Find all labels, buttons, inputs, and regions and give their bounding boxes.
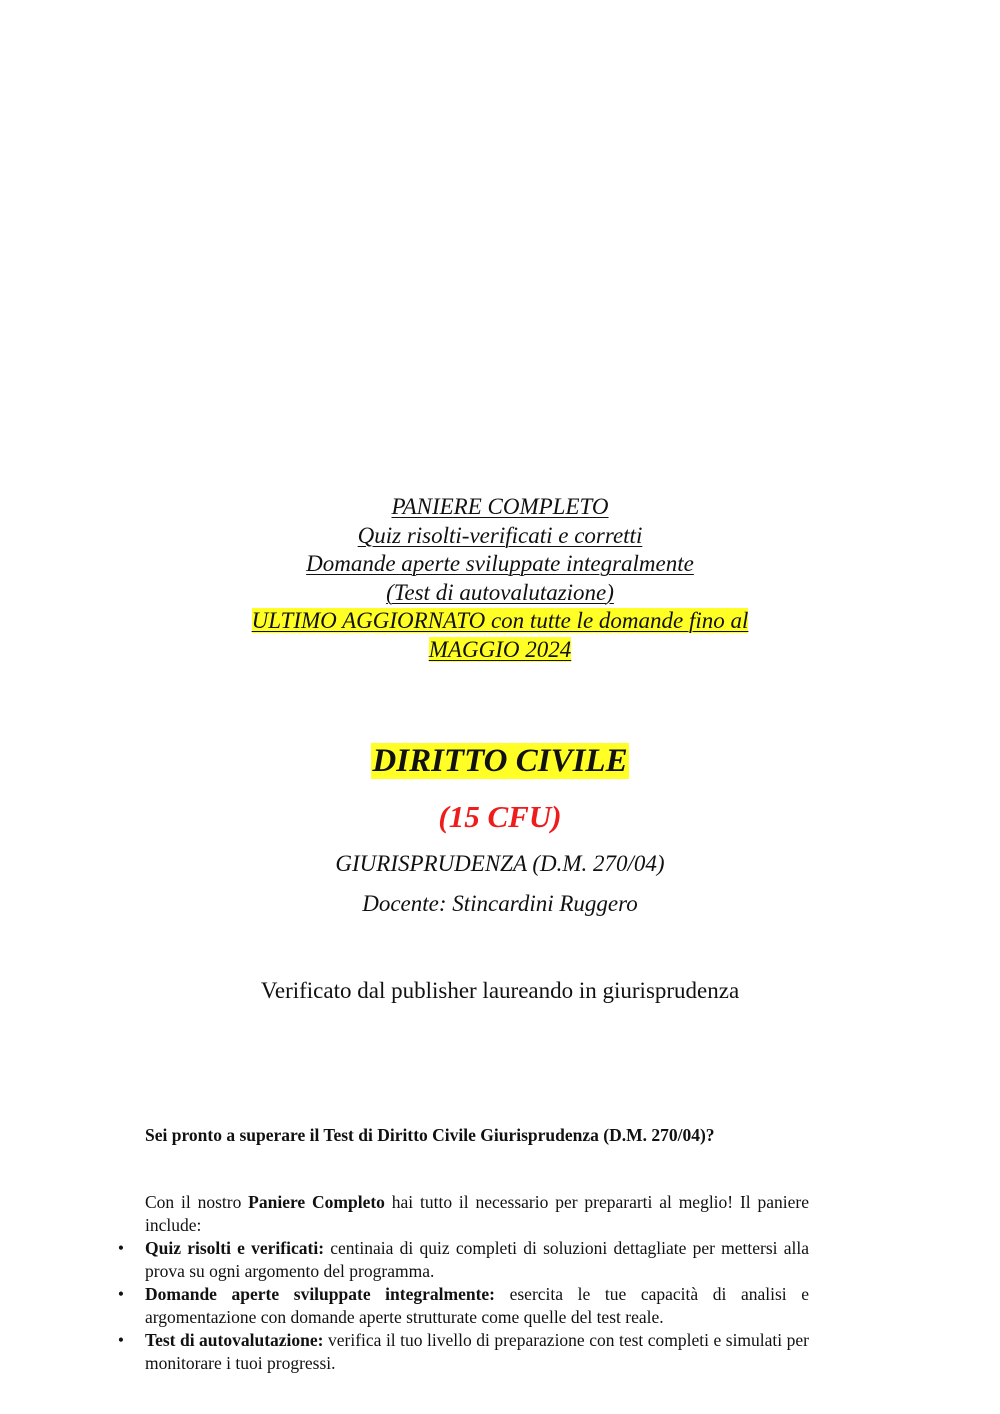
- header-line-4: (Test di autovalutazione): [386, 579, 614, 605]
- bullet-icon: •: [117, 1330, 125, 1350]
- intro-question: Sei pronto a superare il Test di Diritto Civile Giurisprudenza (D.M. 270/04)?: [145, 1125, 715, 1145]
- feature-list: [117, 1237, 810, 1375]
- intro-text-end: hai tutto il necessario per prepararti al meglio! Il paniere include:: [145, 1192, 809, 1235]
- highlighted-update-date: MAGGIO 2024: [428, 636, 572, 662]
- feature-title: Domande aperte sviluppate integralmente:: [145, 1284, 495, 1304]
- course-title: [0, 740, 1000, 782]
- verified-note: Verificato dal publisher laureando in giurisprudenza: [260, 978, 740, 1003]
- feature-item: [117, 1237, 810, 1283]
- feature-title: Quiz risolti e verificati:: [145, 1238, 325, 1258]
- course-credits: (15 CFU): [438, 799, 562, 834]
- feature-title: Test di autovalutazione:: [145, 1330, 324, 1350]
- teacher-name: Docente: Stincardini Ruggero: [362, 891, 638, 916]
- header-line-5: [0, 607, 1000, 636]
- intro-text-start: Con il nostro: [145, 1192, 249, 1212]
- feature-text: verifica il tuo livello di preparazione con test completi e simulati per monitorare i tuoi progressi.: [145, 1330, 809, 1373]
- feature-item: [117, 1329, 809, 1375]
- feature-text: centinaia di quiz completi di soluzioni dettagliate per mettersi alla prova su ogni argomento del programma.: [145, 1238, 810, 1281]
- header-line-6: [0, 636, 1000, 665]
- intro-paragraph: [145, 1191, 809, 1237]
- header-line-2: Quiz risolti-verificati e corretti: [357, 522, 643, 548]
- course-title-text: DIRITTO CIVILE: [372, 743, 628, 779]
- header-line-3: Domande aperte sviluppate integralmente: [306, 551, 694, 576]
- bullet-icon: •: [117, 1238, 125, 1258]
- header-line-1: PANIERE COMPLETO: [391, 494, 609, 519]
- bullet-icon: •: [117, 1284, 125, 1304]
- header-block: [0, 493, 1000, 664]
- intro-product-name: Paniere Completo: [248, 1192, 385, 1212]
- highlighted-update-text: ULTIMO AGGIORNATO con tutte le domande fino al: [251, 608, 749, 633]
- feature-item: [117, 1283, 809, 1329]
- degree-program: GIURISPRUDENZA (D.M. 270/04): [335, 851, 665, 876]
- feature-text: esercita le tue capacità di analisi e argomentazione con domande aperte strutturate come quelle del test reale.: [145, 1284, 809, 1327]
